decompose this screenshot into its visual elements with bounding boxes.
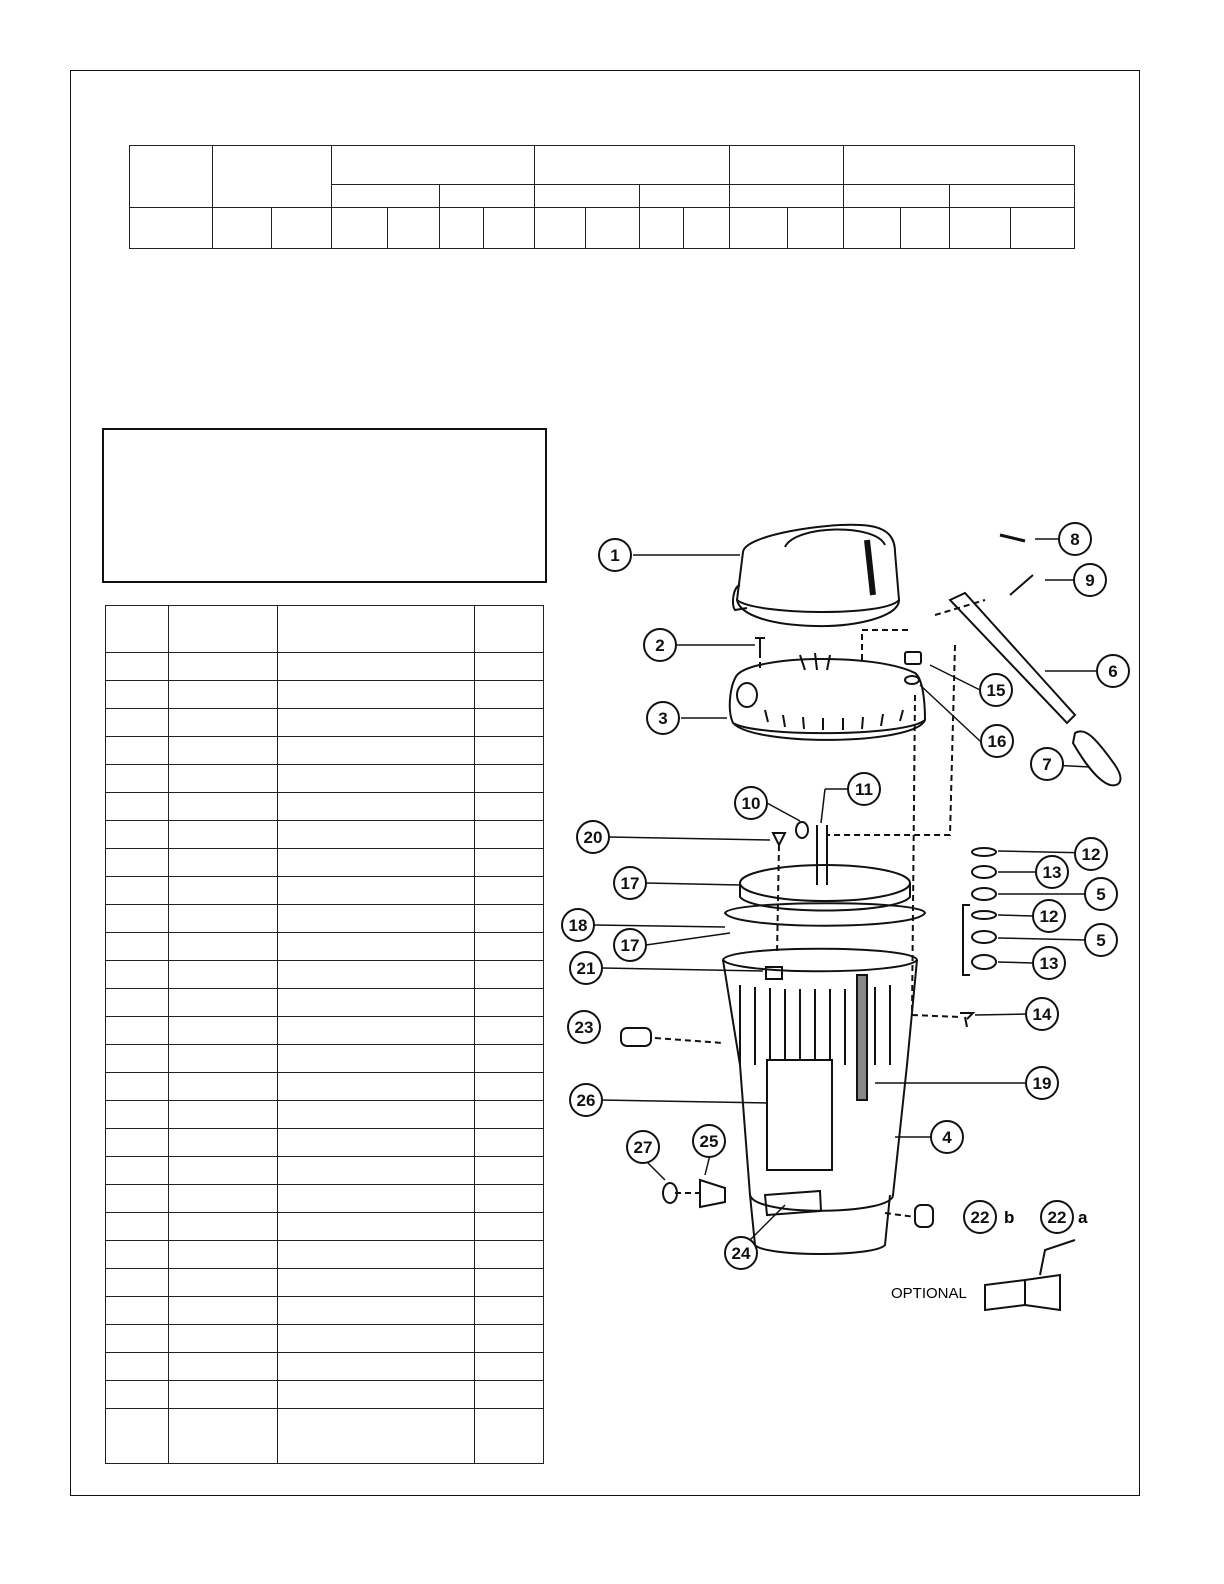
parts-cell — [277, 961, 475, 989]
callout-number: 8 — [1070, 530, 1080, 549]
parts-cell — [168, 1157, 277, 1185]
callout-number: 4 — [942, 1128, 952, 1147]
parts-cell — [277, 1353, 475, 1381]
callout-number: 13 — [1039, 954, 1059, 973]
parts-header-cell — [168, 606, 277, 653]
parts-cell — [106, 1073, 169, 1101]
parts-cell — [277, 821, 475, 849]
callout-number: 7 — [1042, 755, 1052, 774]
parts-row — [106, 989, 544, 1017]
callout-number: 5 — [1096, 931, 1106, 950]
parts-cell — [106, 653, 169, 681]
parts-cell — [106, 793, 169, 821]
spec-cell — [331, 208, 387, 249]
parts-cell — [106, 1325, 169, 1353]
parts-cell — [168, 1073, 277, 1101]
parts-cell — [277, 681, 475, 709]
parts-cell — [277, 737, 475, 765]
parts-cell — [475, 1045, 544, 1073]
parts-cell — [106, 849, 169, 877]
parts-cell — [106, 1409, 169, 1464]
parts-cell — [106, 1045, 169, 1073]
parts-cell — [277, 1045, 475, 1073]
parts-cell — [168, 1325, 277, 1353]
parts-cell — [277, 1185, 475, 1213]
parts-row — [106, 1241, 544, 1269]
parts-cell — [277, 1129, 475, 1157]
spec-header-cell — [130, 146, 213, 208]
spec-header-cell — [730, 146, 844, 185]
parts-cell — [277, 1269, 475, 1297]
spec-cell — [901, 208, 950, 249]
exploded-parts-diagram — [555, 505, 1135, 1325]
parts-cell — [168, 849, 277, 877]
note-box — [102, 428, 547, 583]
parts-cell — [168, 877, 277, 905]
parts-cell — [168, 989, 277, 1017]
callout-number: 15 — [986, 681, 1006, 700]
standpipe-drawing — [817, 825, 827, 885]
parts-cell — [106, 1129, 169, 1157]
parts-cell — [475, 1073, 544, 1101]
ball-valve-drawing — [985, 1240, 1075, 1310]
spec-cell — [684, 208, 730, 249]
parts-cell — [475, 1129, 544, 1157]
parts-cell — [277, 1017, 475, 1045]
callout-number: 21 — [576, 959, 596, 978]
spec-cell — [271, 208, 331, 249]
spec-header-cell — [212, 146, 331, 208]
parts-cell — [277, 1241, 475, 1269]
parts-cell — [168, 1045, 277, 1073]
parts-cell — [106, 1297, 169, 1325]
parts-header-cell — [475, 606, 544, 653]
callout-number: 18 — [568, 916, 588, 935]
spec-cell — [586, 208, 640, 249]
parts-cell — [277, 1381, 475, 1409]
spec-cell — [1010, 208, 1074, 249]
parts-row — [106, 1073, 544, 1101]
parts-cell — [277, 709, 475, 737]
parts-row — [106, 1297, 544, 1325]
parts-row — [106, 1185, 544, 1213]
parts-cell — [168, 709, 277, 737]
lid-dome-drawing — [737, 525, 899, 626]
callout-number: 11 — [855, 780, 873, 799]
parts-cell — [277, 989, 475, 1017]
callout-number: 20 — [583, 828, 603, 847]
parts-cell — [106, 1269, 169, 1297]
callout-number: 12 — [1081, 845, 1101, 864]
callout-number: 14 — [1032, 1005, 1052, 1024]
parts-cell — [475, 821, 544, 849]
parts-row — [106, 961, 544, 989]
suffix-b-label: b — [1004, 1208, 1015, 1227]
callout-number: 22 — [970, 1208, 990, 1227]
parts-cell — [475, 933, 544, 961]
parts-cell — [475, 653, 544, 681]
manifold-plate-drawing — [740, 865, 910, 901]
parts-row — [106, 1353, 544, 1381]
parts-cell — [277, 905, 475, 933]
spec-cell — [387, 208, 439, 249]
spec-header-cell — [844, 146, 1075, 185]
callout-number: 6 — [1108, 662, 1118, 681]
parts-cell — [168, 1241, 277, 1269]
parts-row — [106, 709, 544, 737]
parts-cell — [106, 1017, 169, 1045]
parts-row — [106, 765, 544, 793]
spec-cell — [950, 208, 1011, 249]
spec-cell — [439, 208, 483, 249]
suffix-a-label: a — [1078, 1208, 1088, 1227]
parts-cell — [277, 1157, 475, 1185]
parts-row — [106, 1045, 544, 1073]
spec-subheader-cell — [640, 185, 730, 208]
callout-number: 3 — [658, 709, 668, 728]
parts-cell — [168, 653, 277, 681]
parts-cell — [168, 821, 277, 849]
parts-cell — [475, 1185, 544, 1213]
callout-number: 25 — [699, 1132, 719, 1151]
spec-cell — [730, 208, 788, 249]
spec-header-cell — [331, 146, 534, 185]
callout-number: 5 — [1096, 885, 1106, 904]
parts-cell — [106, 1381, 169, 1409]
parts-cell — [277, 1101, 475, 1129]
parts-cell — [106, 1353, 169, 1381]
callout-number: 17 — [620, 936, 640, 955]
parts-cell — [106, 1101, 169, 1129]
parts-row — [106, 653, 544, 681]
parts-cell — [106, 1185, 169, 1213]
parts-list-table — [105, 605, 544, 1464]
parts-cell — [168, 1101, 277, 1129]
parts-row — [106, 849, 544, 877]
parts-header-cell — [106, 606, 169, 653]
parts-cell — [475, 905, 544, 933]
parts-row — [106, 793, 544, 821]
parts-row — [106, 737, 544, 765]
clamp-handle-drawing — [950, 593, 1075, 723]
parts-cell — [168, 1213, 277, 1241]
parts-cell — [475, 989, 544, 1017]
spec-cell — [844, 208, 901, 249]
parts-cell — [106, 1157, 169, 1185]
callout-number: 2 — [655, 636, 665, 655]
parts-cell — [106, 905, 169, 933]
spec-subheader-cell — [950, 185, 1075, 208]
parts-cell — [277, 1073, 475, 1101]
callout-number: 16 — [987, 732, 1007, 751]
parts-cell — [168, 1129, 277, 1157]
parts-cell — [106, 765, 169, 793]
parts-cell — [475, 1213, 544, 1241]
parts-cell — [475, 1381, 544, 1409]
parts-row — [106, 933, 544, 961]
callout-number: 9 — [1085, 571, 1095, 590]
callout-number: 1 — [610, 546, 620, 565]
spec-cell — [212, 208, 271, 249]
parts-row — [106, 1381, 544, 1409]
parts-cell — [168, 905, 277, 933]
callout-number: 23 — [574, 1018, 594, 1037]
spec-cell — [130, 208, 213, 249]
parts-row — [106, 1129, 544, 1157]
parts-cell — [475, 849, 544, 877]
spec-subheader-cell — [844, 185, 950, 208]
parts-cell — [277, 1325, 475, 1353]
parts-cell — [168, 961, 277, 989]
parts-cell — [277, 793, 475, 821]
callout-number: 19 — [1032, 1074, 1052, 1093]
parts-cell — [106, 1213, 169, 1241]
spec-cell — [534, 208, 586, 249]
parts-cell — [106, 877, 169, 905]
parts-cell — [475, 1409, 544, 1464]
parts-cell — [475, 961, 544, 989]
parts-cell — [168, 1017, 277, 1045]
callout-bubbles — [562, 523, 1129, 1269]
parts-cell — [168, 1409, 277, 1464]
parts-row — [106, 1157, 544, 1185]
parts-cell — [475, 1241, 544, 1269]
parts-cell — [277, 1213, 475, 1241]
callout-number: 17 — [620, 874, 640, 893]
parts-list-body — [106, 653, 544, 1464]
parts-cell — [168, 1185, 277, 1213]
callout-number: 13 — [1042, 863, 1062, 882]
parts-cell — [168, 737, 277, 765]
spec-subheader-cell — [534, 185, 640, 208]
grip-drawing — [1073, 731, 1120, 785]
parts-cell — [277, 933, 475, 961]
spec-cell — [483, 208, 534, 249]
parts-cell — [106, 681, 169, 709]
optional-label: OPTIONAL — [891, 1285, 967, 1302]
parts-cell — [475, 793, 544, 821]
parts-cell — [475, 737, 544, 765]
spec-cell — [640, 208, 684, 249]
spec-subheader-cell — [331, 185, 439, 208]
parts-cell — [475, 1017, 544, 1045]
callout-number: 10 — [741, 794, 761, 813]
parts-cell — [168, 793, 277, 821]
spec-header-cell — [534, 146, 730, 185]
callout-number: 12 — [1039, 907, 1059, 926]
parts-cell — [277, 653, 475, 681]
parts-row — [106, 877, 544, 905]
parts-row — [106, 1213, 544, 1241]
parts-cell — [168, 1381, 277, 1409]
callout-number: 22 — [1047, 1208, 1067, 1227]
parts-cell — [106, 821, 169, 849]
parts-row — [106, 1101, 544, 1129]
spec-subheader-cell — [730, 185, 844, 208]
parts-cell — [168, 1297, 277, 1325]
parts-cell — [475, 877, 544, 905]
parts-row — [106, 821, 544, 849]
parts-cell — [106, 933, 169, 961]
parts-cell — [106, 709, 169, 737]
parts-cell — [475, 765, 544, 793]
parts-cell — [168, 765, 277, 793]
parts-row — [106, 1325, 544, 1353]
parts-cell — [277, 1297, 475, 1325]
parts-row — [106, 1017, 544, 1045]
parts-cell — [475, 1157, 544, 1185]
parts-row — [106, 681, 544, 709]
parts-cell — [168, 933, 277, 961]
parts-row — [106, 905, 544, 933]
callout-number: 26 — [576, 1091, 596, 1110]
callout-number: 24 — [731, 1244, 751, 1263]
parts-cell — [106, 961, 169, 989]
parts-cell — [475, 709, 544, 737]
specification-table — [129, 145, 1075, 249]
parts-row — [106, 1409, 544, 1464]
parts-cell — [277, 849, 475, 877]
parts-cell — [277, 1409, 475, 1464]
parts-cell — [475, 1297, 544, 1325]
spec-cell — [788, 208, 844, 249]
parts-cell — [475, 1269, 544, 1297]
spec-subheader-cell — [439, 185, 534, 208]
parts-cell — [168, 1269, 277, 1297]
callout-number: 27 — [633, 1138, 653, 1157]
parts-cell — [277, 877, 475, 905]
parts-cell — [168, 681, 277, 709]
parts-cell — [277, 765, 475, 793]
parts-header-cell — [277, 606, 475, 653]
parts-row — [106, 1269, 544, 1297]
parts-cell — [106, 737, 169, 765]
parts-cell — [475, 1325, 544, 1353]
parts-cell — [106, 1241, 169, 1269]
parts-cell — [475, 1101, 544, 1129]
parts-cell — [475, 681, 544, 709]
parts-cell — [106, 989, 169, 1017]
parts-cell — [475, 1353, 544, 1381]
parts-cell — [168, 1353, 277, 1381]
